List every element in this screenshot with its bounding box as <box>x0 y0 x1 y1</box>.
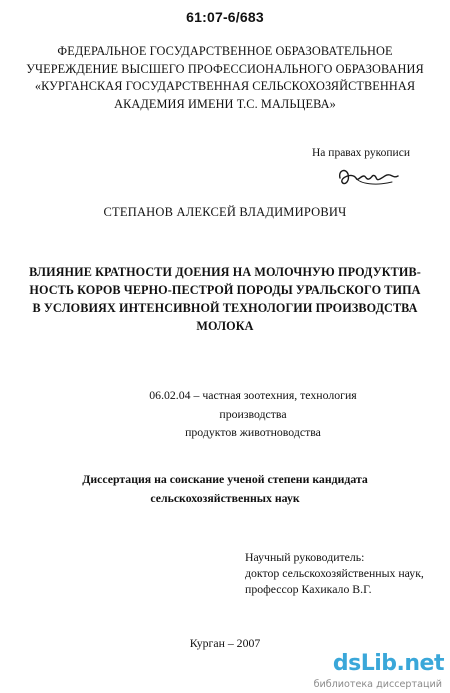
supervisor-line: Научный руководитель: <box>245 550 365 564</box>
title-line: ВЛИЯНИЕ КРАТНОСТИ ДОЕНИЯ НА МОЛОЧНУЮ ПРОДУКТИВ- <box>29 265 421 279</box>
institution-name <box>0 43 450 113</box>
registry-code: 61:07-6/683 <box>186 9 264 25</box>
degree-statement <box>0 470 450 507</box>
dissertation-title <box>0 263 450 335</box>
handwritten-signature <box>336 164 402 190</box>
specialty-line: продуктов животноводства <box>185 425 321 439</box>
author-name: СТЕПАНОВ АЛЕКСЕЙ ВЛАДИМИРОВИЧ <box>103 205 347 219</box>
institution-line: УЧЕРЕЖДЕНИЕ ВЫСШЕГО ПРОФЕССИОНАЛЬНОГО ОБРАЗОВАНИЯ <box>26 61 424 76</box>
manuscript-rights-note: На правах рукописи <box>312 147 410 159</box>
dslib-watermark[interactable] <box>313 651 450 693</box>
title-line: НОСТЬ КОРОВ ЧЕРНО-ПЕСТРОЙ ПОРОДЫ УРАЛЬСКОГО ТИПА <box>29 283 421 297</box>
supervisor-line: доктор сельскохозяйственных наук, <box>245 566 424 580</box>
institution-line: АКАДЕМИЯ ИМЕНИ Т.С. МАЛЬЦЕВА» <box>114 96 336 111</box>
specialty-line: 06.02.04 – частная зоотехния, технология производства <box>149 388 357 421</box>
supervisor-line: профессор Кахикало В.Г. <box>245 582 372 596</box>
watermark-logo[interactable]: dsLib.net <box>332 651 444 676</box>
watermark-subtitle: библиотека диссертаций <box>313 679 442 690</box>
degree-line: Диссертация на соискание ученой степени кандидата <box>82 472 368 486</box>
title-line: В УСЛОВИЯХ ИНТЕНСИВНОЙ ТЕХНОЛОГИИ ПРОИЗВОДСТВА <box>32 301 418 315</box>
institution-line: ФЕДЕРАЛЬНОЕ ГОСУДАРСТВЕННОЕ ОБРАЗОВАТЕЛЬНОЕ <box>57 44 393 58</box>
city-year: Курган – 2007 <box>189 636 261 650</box>
supervisor-block <box>245 549 424 597</box>
specialty-code <box>118 386 388 442</box>
degree-line: сельскохозяйственных наук <box>150 490 300 505</box>
institution-line: «КУРГАНСКАЯ ГОСУДАРСТВЕННАЯ СЕЛЬСКОХОЗЯЙСТВЕННАЯ <box>34 79 416 93</box>
title-line: МОЛОКА <box>196 319 254 333</box>
